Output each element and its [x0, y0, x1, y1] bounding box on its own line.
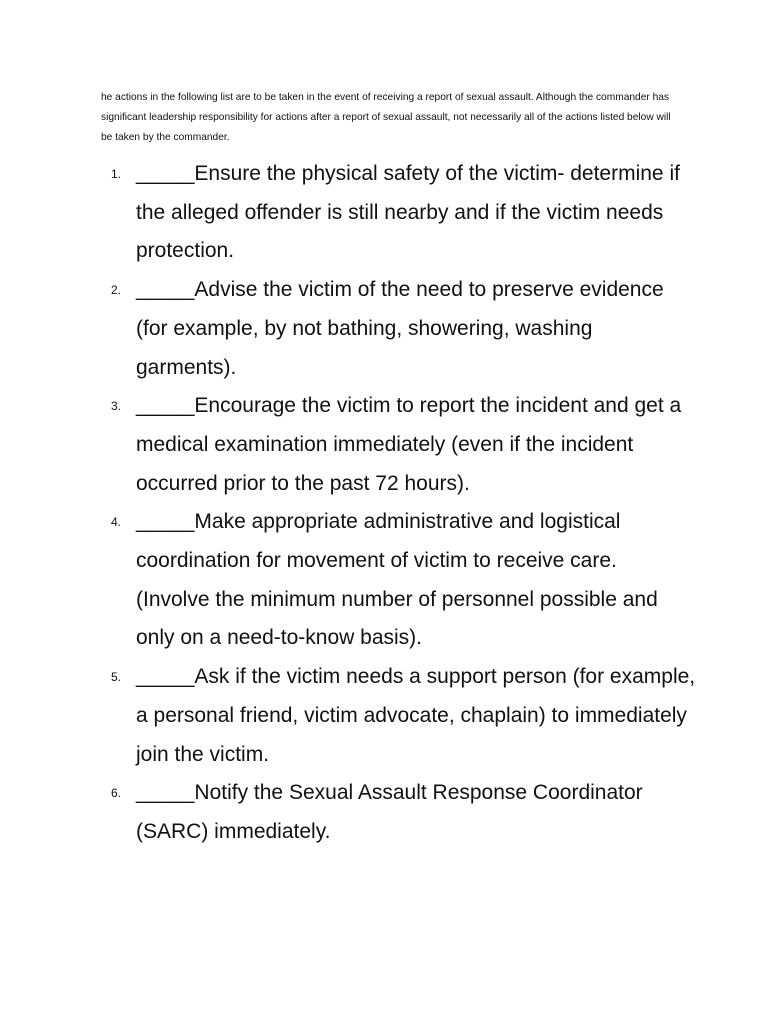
item-text: Make appropriate administrative and logistical coordination for movement of victim to receive care. (Involve the minimum number of personnel possible and only on a need-to-know basis).: [136, 510, 658, 650]
fill-in-blank: _____: [136, 510, 195, 534]
item-text: Ask if the victim needs a support person (for example, a personal friend, victim advocate, chaplain) to immediately join the victim.: [136, 665, 696, 766]
fill-in-blank: _____: [136, 278, 195, 302]
list-item: [0, 387, 696, 503]
item-number: 1.: [111, 167, 122, 181]
fill-in-blank: _____: [136, 394, 195, 418]
list-item: [0, 503, 696, 658]
action-list: [0, 155, 768, 852]
item-text: Ensure the physical safety of the victim- determine if the alleged offender is still nearby and if the victim needs protection.: [136, 162, 680, 263]
fill-in-blank: _____: [136, 781, 195, 805]
intro-paragraph: he actions in the following list are to be taken in the event of receiving a report of sexual assault. Although the commander has significant leadership responsibility for actions after a report of sexual assault, not necessarily all of the actions listed below will be taken by the commander.: [101, 92, 671, 143]
item-text: Advise the victim of the need to preserve evidence (for example, by not bathing, showering, washing garments).: [136, 278, 664, 379]
fill-in-blank: _____: [136, 665, 195, 689]
list-item: [0, 774, 696, 851]
item-number: 5.: [111, 670, 122, 685]
list-item: [0, 658, 696, 774]
item-number: 6.: [111, 786, 122, 801]
item-number: 4.: [111, 515, 122, 530]
item-number: 3.: [111, 399, 122, 414]
list-item: [0, 155, 696, 271]
item-number: 2.: [111, 283, 122, 298]
item-text: Encourage the victim to report the incident and get a medical examination immediately (even if the incident occurred prior to the past 72 hours).: [136, 394, 682, 495]
fill-in-blank: _____: [136, 162, 195, 185]
list-item: [0, 271, 696, 387]
item-text: Notify the Sexual Assault Response Coordinator (SARC) immediately.: [136, 781, 643, 843]
